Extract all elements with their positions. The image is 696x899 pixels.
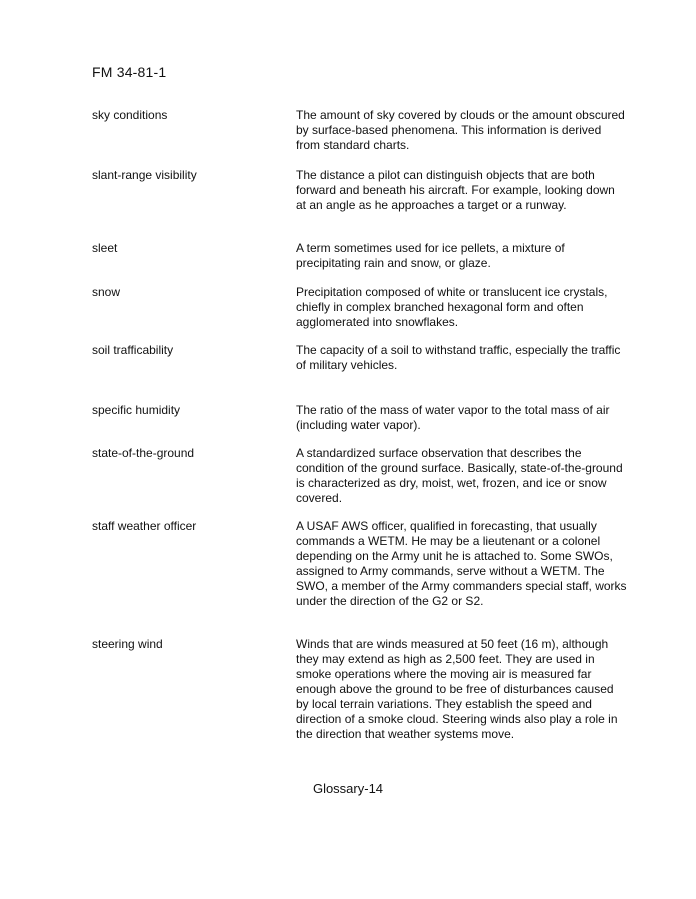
glossary-entry	[92, 241, 652, 270]
glossary-term: sky conditions	[92, 108, 168, 122]
glossary-term: soil trafficability	[92, 343, 174, 357]
glossary-term: sleet	[92, 241, 118, 255]
glossary-term: specific humidity	[92, 403, 181, 417]
glossary-entry	[92, 519, 652, 608]
glossary-definition: The distance a pilot can distinguish objects that are both forward and beneath his aircraft. For example, looking down at an angle as he approaches a target or a runway.	[296, 168, 615, 212]
glossary-definition: A term sometimes used for ice pellets, a mixture of precipitating rain and snow, or glaze.	[296, 241, 565, 270]
page-number: Glossary-14	[312, 781, 384, 796]
glossary-entry	[92, 637, 652, 741]
glossary-term: slant-range visibility	[92, 168, 197, 182]
glossary-term: staff weather officer	[92, 519, 197, 533]
glossary-entry	[92, 168, 652, 212]
glossary-entry	[92, 343, 652, 372]
glossary-definition: Winds that are winds measured at 50 feet (16 m), although they may extend as high as 2,500 feet. They are used in smoke operations where the moving air is measured far enough above the ground to be free of disturbances caused by local terrain variations. They establish the speed and direction of a smoke cloud. Steering winds also play a role in the direction that weather systems move.	[296, 637, 618, 741]
glossary-definition: The capacity of a soil to withstand traffic, especially the traffic of military vehicles.	[296, 343, 621, 372]
glossary-entry	[92, 446, 652, 505]
glossary-entry	[92, 108, 652, 152]
glossary-definition: A standardized surface observation that describes the condition of the ground surface. Basically, state-of-the-ground is characterized as dry, moist, wet, frozen, and ice or snow covered.	[296, 446, 623, 505]
document-id: FM 34-81-1	[92, 64, 167, 80]
glossary-definition: Precipitation composed of white or translucent ice crystals, chiefly in complex branched hexagonal form and often agglomerated into snowflakes.	[296, 285, 608, 329]
glossary-term: snow	[92, 285, 121, 299]
glossary-definition: The ratio of the mass of water vapor to the total mass of air (including water vapor).	[296, 403, 610, 432]
glossary-term: state-of-the-ground	[92, 446, 195, 460]
glossary-definition: The amount of sky covered by clouds or the amount obscured by surface-based phenomena. This information is derived from standard charts.	[296, 108, 625, 152]
glossary-entry	[92, 403, 652, 432]
glossary-entry	[92, 285, 652, 329]
glossary-definition: A USAF AWS officer, qualified in forecasting, that usually commands a WETM. He may be a lieutenant or a colonel depending on the Army unit he is attached to. Some SWOs, assigned to Army commands, serve without a WETM. The SWO, a member of the Army commanders special staff, works under the direction of the G2 or S2.	[296, 519, 627, 608]
glossary-term: steering wind	[92, 637, 163, 651]
